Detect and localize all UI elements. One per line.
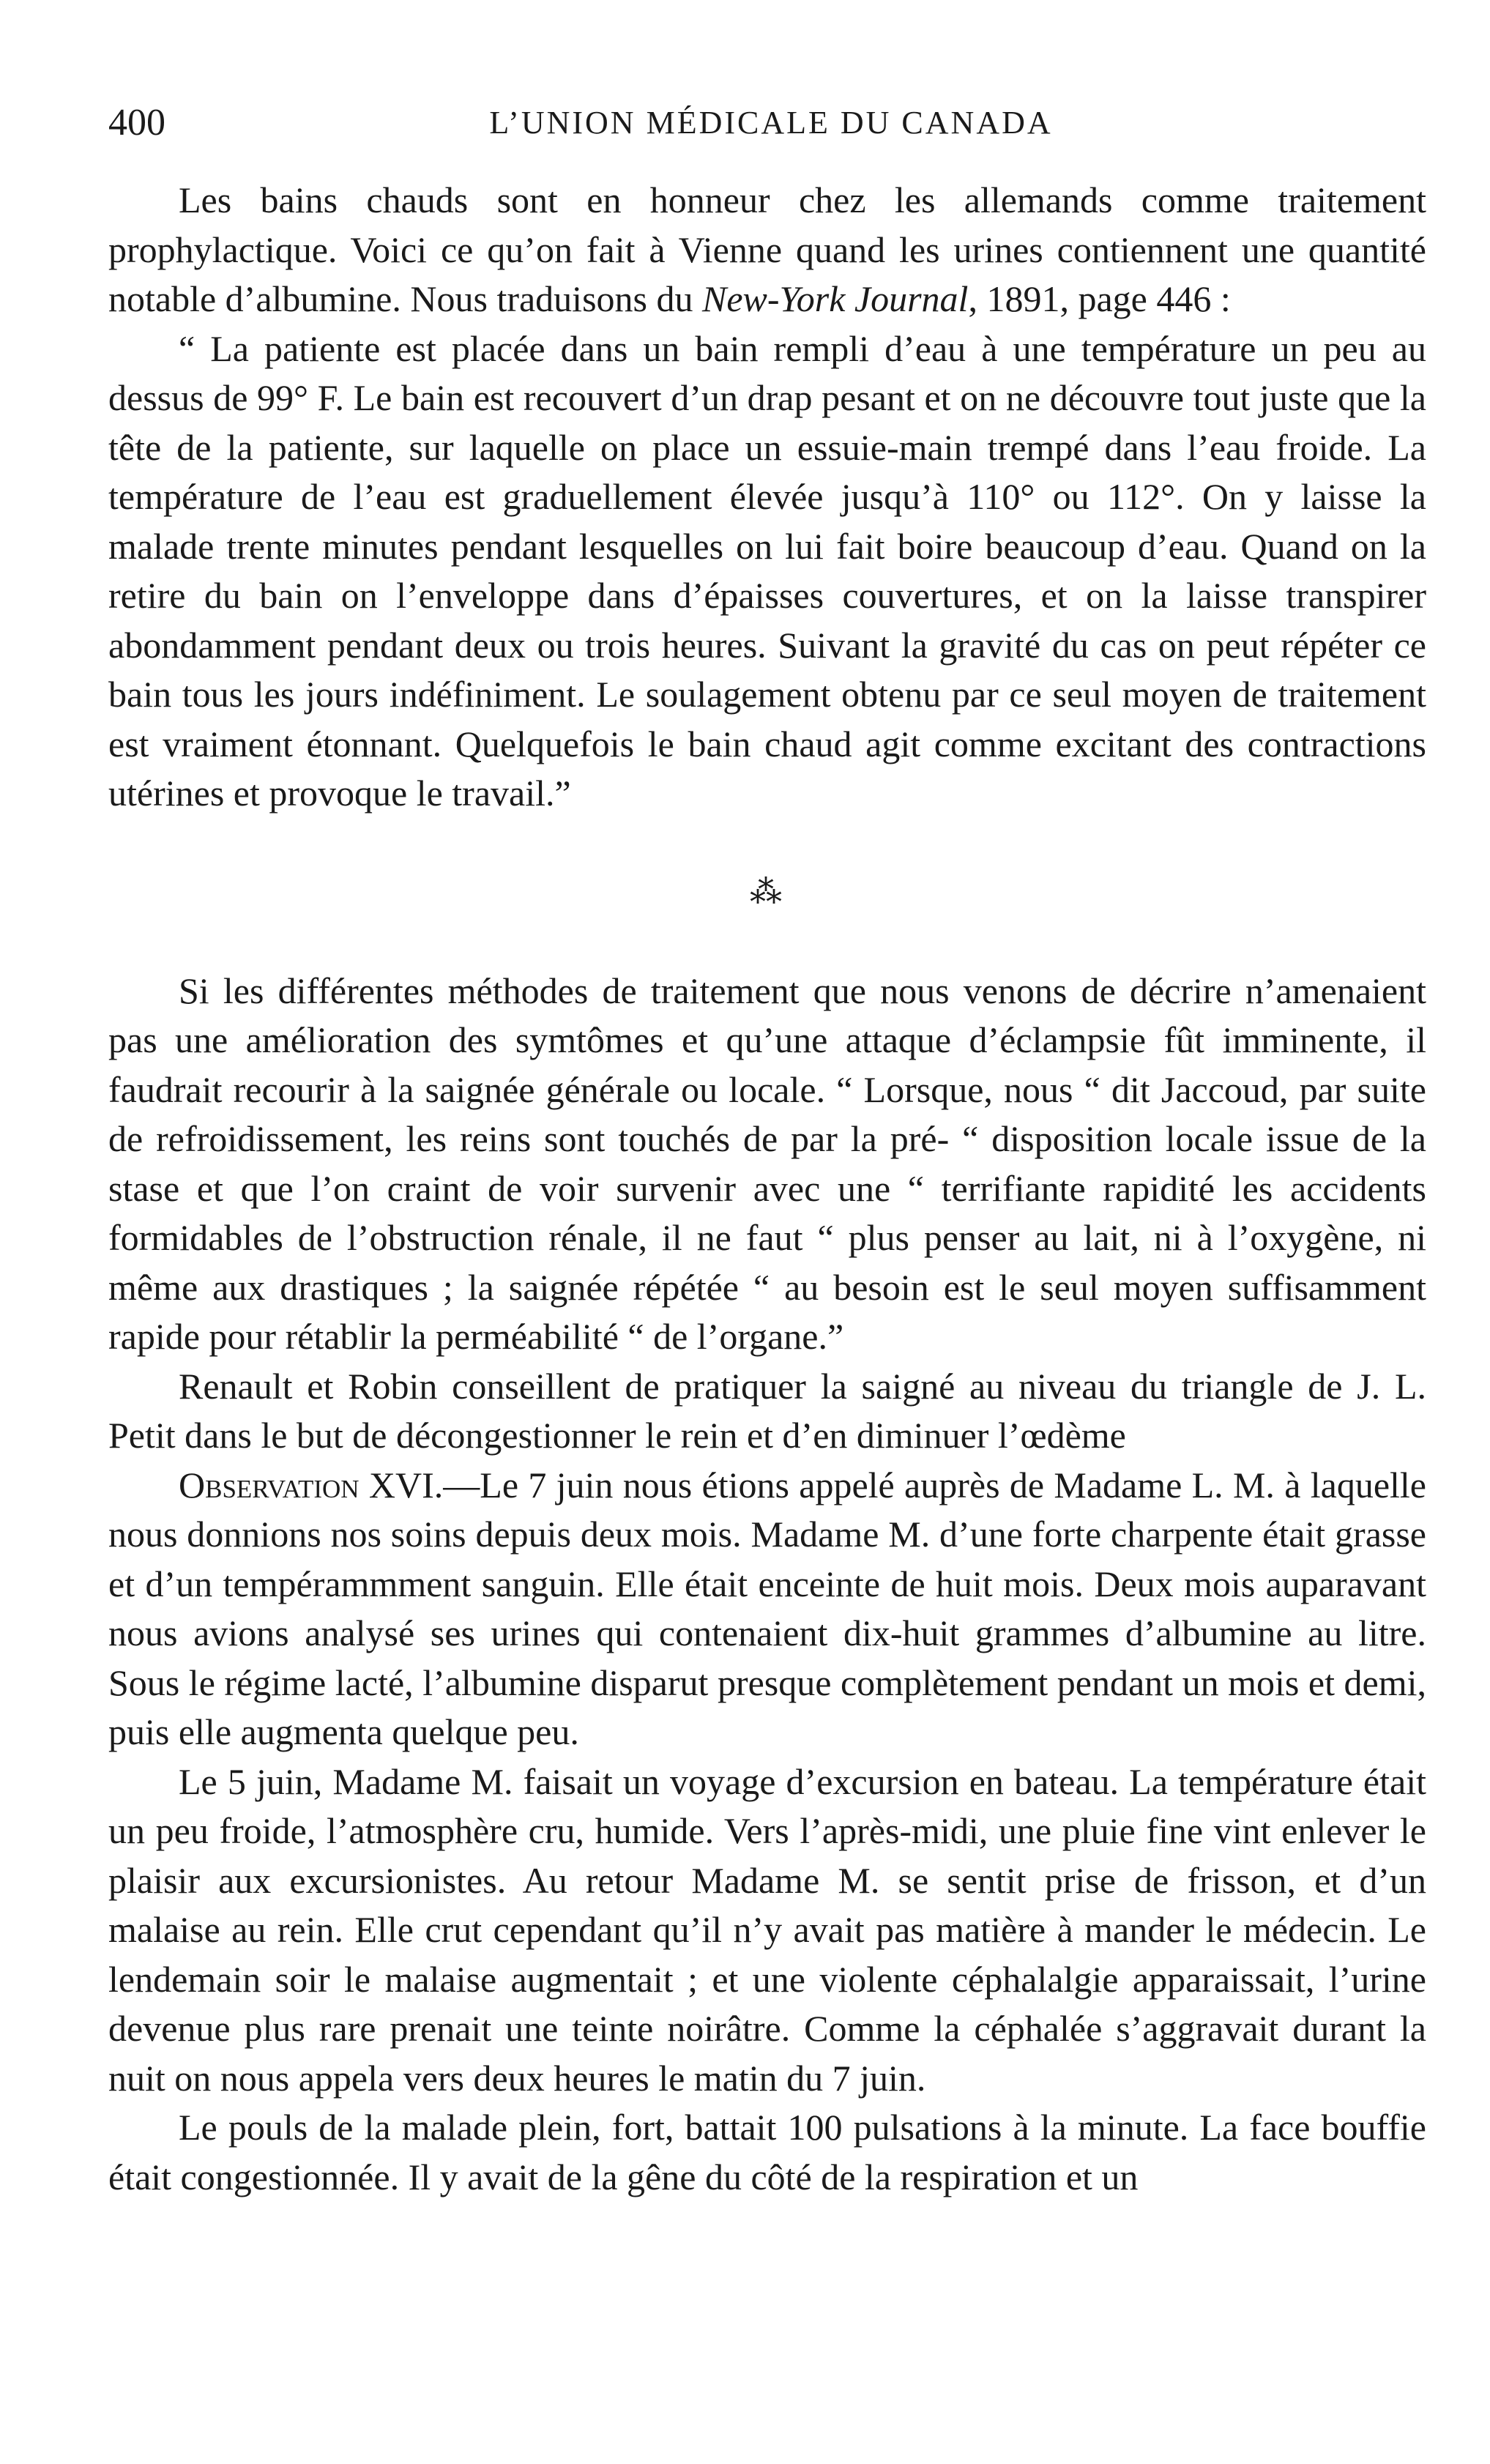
paragraph-bloodletting: Si les différentes méthodes de traitement que nous venons de décrire n’amenaient pas une amélioration des symtômes et qu’une attaque d’éclampsie fût imminente, il faudrait recourir à la saignée générale ou locale. “ Lorsque, nous “ dit Jaccoud, par suite de refroidissement, les reins sont touchés de par la pré- “ disposition locale issue de la stase et que l’on craint de voir survenir avec une “ terrifiante rapidité les accidents formidables de l’obstruction rénale, il ne faut “ plus penser au lait, ni à l’oxygène, ni même aux drastiques ; la saignée répétée “ au besoin est le seul moyen suffisamment rapide pour rétablir la perméabilité “ de l’organe.” — [108, 969, 1426, 1357]
paragraph-text: , 1891, page 446 : — [968, 278, 1231, 319]
section-divider-asterism — [108, 819, 1426, 967]
paragraph-pulse: Le pouls de la malade plein, fort, battait 100 pulsations à la minute. La face bouffie était congestionnée. Il y avait de la gêne du côté de la respiration et un — [108, 2107, 1426, 2197]
paragraph-baths-intro — [108, 176, 1426, 324]
paragraph-june-5: Le 5 juin, Madame M. faisait un voyage d’excursion en bateau. La température était un peu froide, l’atmosphère cru, humide. Vers l’après-midi, une pluie fine vint enlever le plaisir aux excursionistes. Au retour Madame M. se sentit prise de frisson, et d’un malaise au rein. Elle crut cependant qu’il n’y avait pas matière à mander le médecin. Le lendemain soir le malaise augmentait ; et une violente céphalalgie apparaissait, l’urine devenue plus rare prenait une teinte noirâtre. Comme la céphalée s’aggravait durant la nuit on nous appela vers deux heures le matin du 7 juin. — [108, 1760, 1426, 2099]
asterism-glyph: ⁂ — [750, 874, 785, 910]
observation-heading: Observation XVI. — [179, 1464, 444, 1505]
article-body — [108, 176, 1426, 2202]
paragraph-vienna-quote: “ La patiente est placée dans un bain rempli d’eau à une température un peu au dessus de 99° F. Le bain est recouvert d’un drap pesant et on ne découvre tout juste que la tête de la patiente, sur laquelle on place un essuie-main trempé dans l’eau froide. La température de l’eau est graduellement élevée jusqu’à 110° ou 112°. On y laisse la malade trente minutes pendant lesquelles on lui fait boire beaucoup d’eau. Quand on la retire du bain on l’enveloppe dans d’épaisses couvertures, et on la laisse transpirer abondamment pendant deux ou trois heures. Suivant la gravité du cas on peut répéter ce bain tous les jours indéfiniment. Le soulagement obtenu par ce seul moyen de traitement est vraiment étonnant. Quelquefois le bain chaud agit comme excitant des contractions utérines et provoque le travail.” — [108, 327, 1426, 814]
paragraph-text: —Le 7 juin nous étions appelé auprès de Madame L. M. à laquelle nous donnions nos soins depuis deux mois. Madame M. d’une forte charpente était grasse et d’un tempérammment sanguin. Elle était enceinte de huit mois. Deux mois auparavant nous avions analysé ses urines qui contenaient dix-huit grammes d’albumine au litre. Sous le régime lacté, l’albumine disparut presque complètement pendant un mois et demi, puis elle augmenta quelque peu. — [108, 1464, 1426, 1752]
paragraph-renault-robin: Renault et Robin conseillent de pratiquer la saigné au niveau du triangle de J. L. Petit dans le but de décongestionner le rein et d’en diminuer l’œdème — [108, 1365, 1426, 1456]
running-title: L’UNION MÉDICALE DU CANADA — [489, 105, 1053, 141]
page-number: 400 — [108, 102, 165, 144]
paragraph-observation — [108, 1461, 1426, 1757]
paragraph-text: Les bains chauds sont en honneur chez les allemands comme traitement prophylactique. Voici ce qu’on fait à Vienne quand les urines contiennent une quantité notable d’albumine. Nous traduisons du — [108, 179, 1426, 319]
journal-title: New-York Journal — [702, 278, 969, 319]
page-header — [108, 94, 1434, 152]
